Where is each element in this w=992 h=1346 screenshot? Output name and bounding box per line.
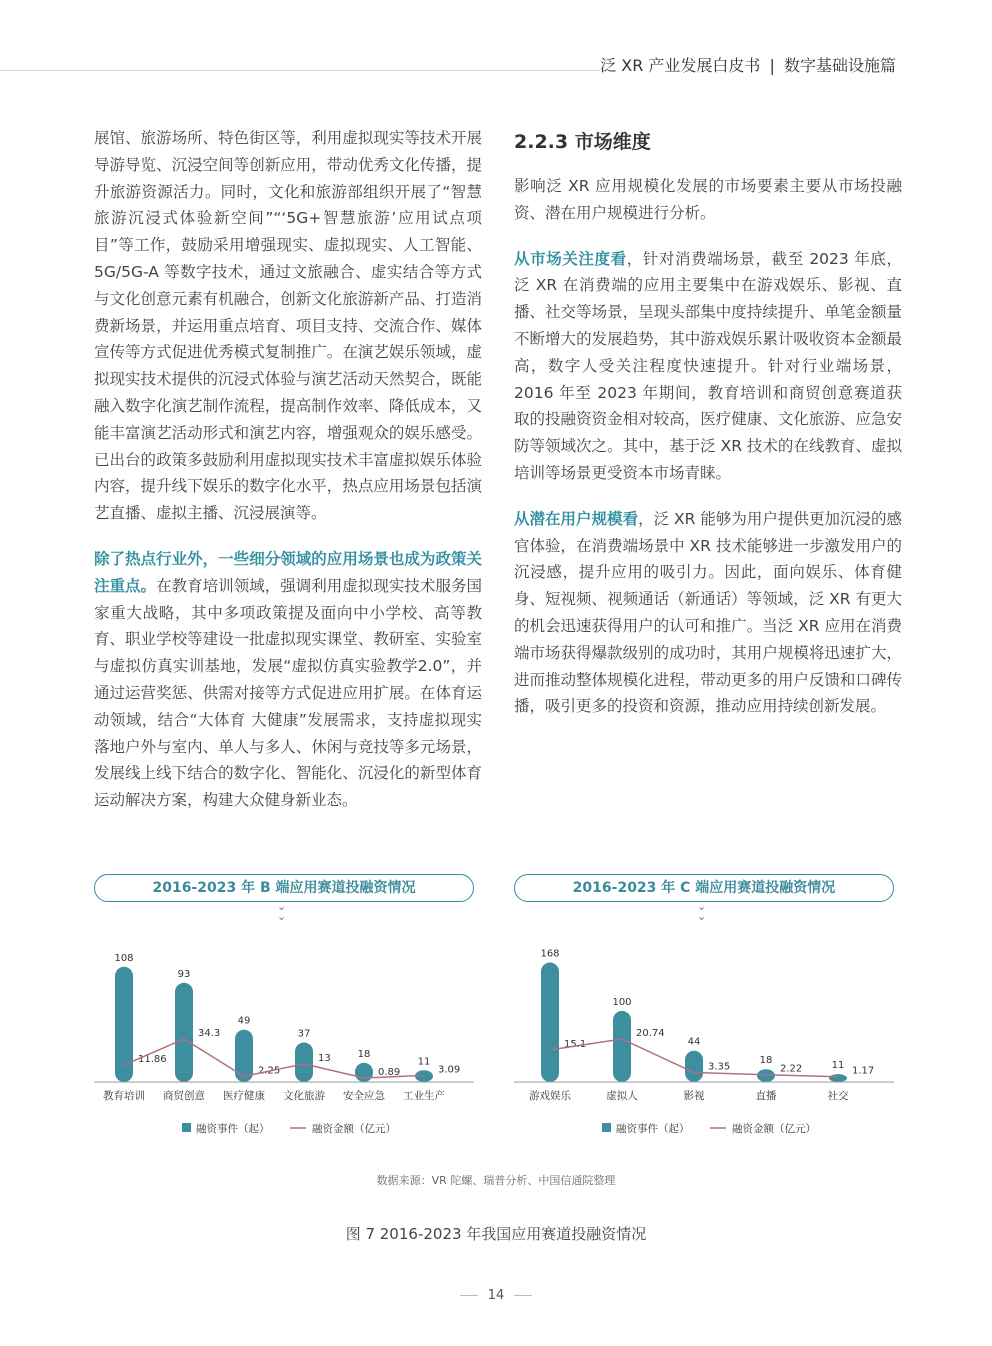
- chevron-down-double-icon: ⌄ ⌄: [277, 900, 287, 923]
- bar-value-label: 18: [759, 1055, 773, 1067]
- page-number: 14: [487, 1288, 505, 1303]
- right-paragraph-1: 影响泛 XR 应用规模化发展的市场要素主要从市场投融资、潜在用户规模进行分析。: [514, 177, 902, 222]
- page-footer: [0, 1288, 992, 1303]
- bar-value-label: 11: [831, 1060, 845, 1072]
- bar-value-label: 168: [540, 948, 560, 960]
- figure-caption: 图 7 2016-2023 年我国应用赛道投融资情况: [345, 1225, 647, 1243]
- line-value-label: 34.3: [198, 1028, 221, 1039]
- right-paragraph-3-highlight: 从潜在用户规模看: [514, 509, 639, 528]
- category-label: 医疗健康: [223, 1090, 265, 1102]
- bar-value-label: 108: [114, 952, 134, 964]
- bar-1-1: [613, 1011, 631, 1082]
- chart-c-end: [514, 874, 898, 1164]
- header-separator: |: [769, 56, 775, 75]
- line-value-label: 2.22: [780, 1063, 803, 1075]
- running-header: [600, 53, 896, 76]
- right-paragraph-2: [514, 246, 902, 487]
- footer-dash-right: [514, 1295, 532, 1296]
- left-column: [94, 125, 482, 833]
- legend-line-label: 融资金额（亿元）: [312, 1123, 396, 1135]
- left-paragraph-2-body: 在教育培训领域，强调利用虚拟现实技术服务国家重大战略，其中多项政策提及面向中小学校、高等教育、职业学校等建设一批虚拟现实课堂、教研室、实验室与虚拟仿真实训基地，发展“虚拟仿真实验教学2.0”，并通过运营奖惩、供需对接等方式促进应用扩展。在体育运动领域，结合“大体育 大健康”发展需求，支持虚拟现实落地户外与室内、单人与多人、休闲与竞技等多元场景，发展线上线下结合的数字化、智能化、沉浸化的新型体育运动解决方案，构建大众健身新业态。: [94, 576, 482, 810]
- chart-c-title: 2016-2023 年 C 端应用赛道投融资情况: [514, 874, 894, 902]
- bar-value-label: 11: [417, 1056, 431, 1068]
- right-paragraph-3-body: ，泛 XR 能够为用户提供更加沉浸的感官体验，在消费端场景中 XR 技术能够进一步激发用户的沉浸感，提升应用的吸引力。因此，面向娱乐、体育健身、短视频、视频通话（新通话）等领域，泛 XR 有更大的机会迅速获得用户的认可和推广。当泛 XR 应用在消费端市场获得爆款级别的成功时，其用户规模将迅速扩大，进而推动整体规模化进程，带动更多的用户反馈和口碑传播，吸引更多的投资和资源，推动应用持续创新发展。: [514, 509, 902, 716]
- category-label: 社交: [827, 1090, 849, 1102]
- footer-dash-left: [460, 1295, 478, 1296]
- line-value-label: 3.09: [438, 1064, 461, 1076]
- line-value-label: 20.74: [636, 1028, 665, 1039]
- bar-value-label: 100: [612, 996, 632, 1008]
- left-paragraph-2-highlight: 除了热点行业外，一些细分领域的应用场景也成为政策关注重点。: [94, 549, 482, 595]
- legend-bar-swatch: [602, 1123, 611, 1132]
- data-source: 数据来源：VR 陀螺、瑞普分析、中国信通院整理: [376, 1174, 616, 1187]
- bar-value-label: 37: [297, 1028, 311, 1040]
- header-title-sub: 数字基础设施篇: [783, 56, 896, 75]
- category-label: 安全应急: [343, 1090, 385, 1102]
- bar-value-label: 18: [357, 1048, 371, 1060]
- legend-bar-label: 融资事件（起）: [616, 1123, 690, 1135]
- line-value-label: 3.35: [708, 1061, 731, 1073]
- bar-0-3: [295, 1043, 313, 1082]
- bar-1-4: [829, 1074, 847, 1082]
- header-rule: [0, 70, 600, 71]
- chart-b-plot: [94, 910, 478, 1160]
- category-label: 文化旅游: [283, 1090, 325, 1102]
- category-label: 虚拟人: [606, 1090, 638, 1102]
- chart-b-end: [94, 874, 478, 1164]
- chart-b-title: 2016-2023 年 B 端应用赛道投融资情况: [94, 874, 474, 902]
- line-value-label: 15.1: [564, 1038, 587, 1050]
- bar-value-label: 93: [177, 968, 191, 980]
- right-paragraph-3: [514, 506, 902, 720]
- bar-value-label: 44: [687, 1036, 701, 1048]
- section-title: 2.2.3 市场维度: [514, 131, 651, 153]
- header-title-main: 泛 XR 产业发展白皮书: [600, 56, 761, 75]
- line-value-label: 1.17: [852, 1065, 875, 1077]
- bar-0-1: [175, 983, 193, 1082]
- line-value-label: 11.86: [138, 1054, 167, 1066]
- line-value-label: 2.25: [258, 1065, 281, 1077]
- category-label: 游戏娱乐: [529, 1090, 571, 1102]
- chart-c-plot: [514, 910, 898, 1160]
- bar-value-label: 49: [237, 1015, 251, 1027]
- legend-line-label: 融资金额（亿元）: [732, 1123, 816, 1135]
- right-paragraph-2-highlight: 从市场关注度看: [514, 249, 627, 268]
- left-paragraph-1: 展馆、旅游场所、特色街区等，利用虚拟现实等技术开展导游导览、沉浸空间等创新应用，带动优秀文化传播，提升旅游资源活力。同时，文化和旅游部组织开展了“智慧旅游沉浸式体验新空间”“‘5G+智慧旅游’应用试点项目”等工作，鼓励采用增强现实、虚拟现实、人工智能、5G/5G-A 等数字技术，通过文旅融合、虚实结合等方式与文化创意元素有机融合，创新文化旅游新产品、打造消费新场景，并运用重点培育、项目支持、交流合作、媒体宣传等方式促进优秀模式复制推广。在演艺娱乐领域，虚拟现实技术提供的沉浸式体验与演艺活动天然契合，既能融入数字化演艺制作流程，提高制作效率、降低成本，又能丰富演艺活动形式和演艺内容，增强观众的娱乐感受。已出台的政策多鼓励利用虚拟现实技术丰富虚拟娱乐体验内容，提升线下娱乐的数字化水平，热点应用场景包括演艺直播、虚拟主播、沉浸展演等。: [94, 129, 482, 523]
- bar-1-0: [541, 963, 559, 1082]
- category-label: 商贸创意: [163, 1090, 205, 1102]
- bar-1-2: [685, 1051, 703, 1082]
- line-value-label: 0.89: [378, 1066, 401, 1078]
- bar-0-4: [355, 1063, 373, 1082]
- legend-bar-label: 融资事件（起）: [196, 1123, 270, 1135]
- category-label: 影视: [683, 1090, 705, 1102]
- right-column: [514, 125, 902, 739]
- chevron-down-double-icon: ⌄ ⌄: [697, 900, 707, 923]
- category-label: 工业生产: [403, 1090, 445, 1102]
- legend-bar-swatch: [182, 1123, 191, 1132]
- line-value-label: 13: [318, 1052, 331, 1064]
- left-paragraph-2: [94, 546, 482, 814]
- right-paragraph-2-body: ，针对消费端场景，截至 2023 年底，泛 XR 在消费端的应用主要集中在游戏娱乐、影视、直播、社交等场景，呈现头部集中度持续提升、单笔金额量不断增大的发展趋势，其中游戏娱乐累计吸收资本金额最高，数字人受关注程度快速提升。针对行业端场景，2016 年至 2023 年期间，教育培训和商贸创意赛道获取的投融资资金相对较高，医疗健康、文化旅游、应急安防等领域次之。其中，基于泛 XR 技术的在线教育、虚拟培训等场景更受资本市场青睐。: [514, 249, 902, 482]
- bar-0-2: [235, 1030, 253, 1082]
- category-label: 直播: [755, 1090, 777, 1102]
- category-label: 教育培训: [103, 1090, 145, 1102]
